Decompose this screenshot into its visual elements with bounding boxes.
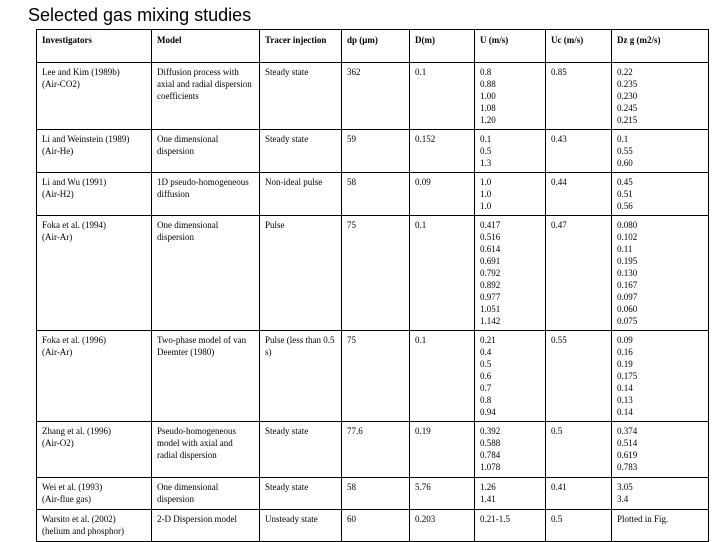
cell-u: 1.26 1.41: [475, 478, 546, 510]
cell-tracer: Steady state: [260, 130, 342, 173]
cell-uc: 0.5: [546, 422, 612, 478]
cell-model: One dimensional dispersion: [152, 478, 260, 510]
cell-dzg: 3.05 3.4: [612, 478, 709, 510]
cell-tracer: Steady state: [260, 422, 342, 478]
cell-tracer: Unsteady state: [260, 510, 342, 542]
header-row: [37, 30, 709, 63]
cell-investigators: Warsito et al. (2002) (helium and phosphor): [37, 510, 152, 542]
cell-d: 0.1: [410, 63, 475, 130]
cell-model: 2-D Dispersion model: [152, 510, 260, 542]
header-uc: Uc (m/s): [546, 30, 612, 63]
cell-d: 5.76: [410, 478, 475, 510]
cell-u: 0.1 0.5 1.3: [475, 130, 546, 173]
cell-investigators: Lee and Kim (1989b) (Air-CO2): [37, 63, 152, 130]
cell-investigators: Li and Weinstein (1989) (Air-He): [37, 130, 152, 173]
header-u: U (m/s): [475, 30, 546, 63]
cell-uc: 0.5: [546, 510, 612, 542]
cell-model: Diffusion process with axial and radial dispersion coefficients: [152, 63, 260, 130]
header-tracer-injection: Tracer injection: [260, 30, 342, 63]
cell-uc: 0.41: [546, 478, 612, 510]
cell-tracer: Non-ideal pulse: [260, 173, 342, 216]
table-row: [37, 331, 709, 422]
cell-dp: 75: [342, 331, 410, 422]
cell-dp: 75: [342, 216, 410, 331]
cell-d: 0.1: [410, 331, 475, 422]
cell-u: 1.0 1.0 1.0: [475, 173, 546, 216]
cell-dzg: 0.080 0.102 0.11 0.195 0.130 0.167 0.097 0.060 0.075: [612, 216, 709, 331]
table-row: [37, 173, 709, 216]
cell-model: 1D pseudo-homogeneous diffusion: [152, 173, 260, 216]
cell-uc: 0.47: [546, 216, 612, 331]
cell-u: 0.21 0.4 0.5 0.6 0.7 0.8 0.94: [475, 331, 546, 422]
cell-model: Two-phase model of van Deemter (1980): [152, 331, 260, 422]
cell-dp: 362: [342, 63, 410, 130]
cell-d: 0.152: [410, 130, 475, 173]
cell-d: 0.203: [410, 510, 475, 542]
cell-dzg: 0.45 0.51 0.56: [612, 173, 709, 216]
cell-model: Pseudo-homogeneous model with axial and radial dispersion: [152, 422, 260, 478]
header-d: D(m): [410, 30, 475, 63]
cell-tracer: Steady state: [260, 478, 342, 510]
cell-dzg: 0.1 0.55 0.60: [612, 130, 709, 173]
cell-dp: 77.6: [342, 422, 410, 478]
cell-uc: 0.55: [546, 331, 612, 422]
gas-mixing-table: [36, 29, 709, 542]
table-row: [37, 510, 709, 542]
cell-uc: 0.44: [546, 173, 612, 216]
cell-tracer: Pulse (less than 0.5 s): [260, 331, 342, 422]
cell-investigators: Zhang et al. (1996) (Air-O2): [37, 422, 152, 478]
cell-dzg: Plotted in Fig.: [612, 510, 709, 542]
table-row: [37, 216, 709, 331]
cell-d: 0.19: [410, 422, 475, 478]
cell-investigators: Li and Wu (1991) (Air-H2): [37, 173, 152, 216]
cell-dp: 58: [342, 478, 410, 510]
cell-dzg: 0.09 0.16 0.19 0.175 0.14 0.13 0.14: [612, 331, 709, 422]
cell-uc: 0.85: [546, 63, 612, 130]
cell-investigators: Foka et al. (1996) (Air-Ar): [37, 331, 152, 422]
header-dzg: Dz g (m2/s): [612, 30, 709, 63]
header-investigators: Investigators: [37, 30, 152, 63]
cell-model: One dimensional dispersion: [152, 130, 260, 173]
cell-u: 0.417 0.516 0.614 0.691 0.792 0.892 0.977 1.051 1.142: [475, 216, 546, 331]
cell-d: 0.1: [410, 216, 475, 331]
cell-tracer: Pulse: [260, 216, 342, 331]
cell-u: 0.8 0.88 1.00 1.08 1.20: [475, 63, 546, 130]
table-row: [37, 63, 709, 130]
cell-d: 0.09: [410, 173, 475, 216]
cell-investigators: Wei et al. (1993) (Air-flue gas): [37, 478, 152, 510]
table-row: [37, 478, 709, 510]
table-row: [37, 422, 709, 478]
header-model: Model: [152, 30, 260, 63]
cell-dp: 58: [342, 173, 410, 216]
cell-dzg: 0.22 0.235 0.230 0.245 0.215: [612, 63, 709, 130]
cell-dp: 59: [342, 130, 410, 173]
cell-u: 0.392 0.588 0.784 1.078: [475, 422, 546, 478]
table-row: [37, 130, 709, 173]
cell-dp: 60: [342, 510, 410, 542]
page-title: Selected gas mixing studies: [28, 5, 252, 25]
cell-model: One dimensional dispersion: [152, 216, 260, 331]
cell-investigators: Foka et al. (1994) (Air-Ar): [37, 216, 152, 331]
cell-dzg: 0.374 0.514 0.619 0.783: [612, 422, 709, 478]
cell-u: 0.21-1.5: [475, 510, 546, 542]
cell-tracer: Steady state: [260, 63, 342, 130]
cell-uc: 0.43: [546, 130, 612, 173]
header-dp: dp (μm): [342, 30, 410, 63]
